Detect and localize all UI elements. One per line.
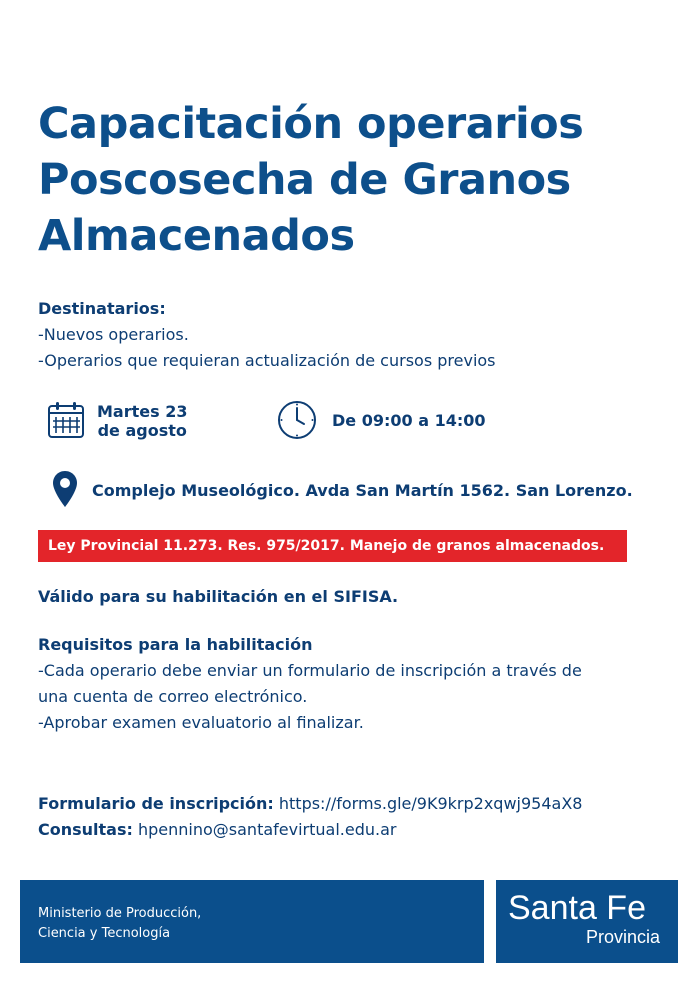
ministry-name (38, 904, 201, 944)
law-banner (38, 530, 627, 562)
inquiries-row (38, 817, 582, 843)
ministry-line-1: Ministerio de Producción, (38, 906, 202, 921)
clock-icon (277, 400, 317, 440)
footer-ministry-panel (20, 880, 484, 963)
recipients-heading: Destinatarios: (38, 299, 166, 318)
event-location: Complejo Museológico. Avda San Martín 1562. San Lorenzo. (92, 481, 633, 500)
calendar-icon (47, 401, 85, 439)
requirements-item-continued: una cuenta de correo electrónico. (38, 687, 308, 706)
page-title (38, 96, 678, 264)
form-label: Formulario de inscripción: (38, 794, 274, 813)
form-row (38, 791, 582, 817)
title-line-2: Poscosecha de Granos (38, 155, 571, 205)
requirements-item: -Aprobar examen evaluatorio al finalizar. (38, 713, 364, 732)
requirements-section (38, 632, 582, 736)
event-time: De 09:00 a 14:00 (332, 411, 486, 430)
inquiries-label: Consultas: (38, 820, 133, 839)
logo-sub-text: Provincia (585, 927, 660, 947)
recipients-item: -Nuevos operarios. (38, 325, 189, 344)
email-link[interactable]: hpennino@santafevirtual.edu.ar (137, 820, 397, 839)
requirements-item: -Cada operario debe enviar un formulario de inscripción a través de (38, 661, 582, 680)
logo-main-text: Santa Fe (508, 889, 646, 927)
event-date (97, 402, 187, 440)
event-date-line-2: de agosto (97, 421, 187, 440)
recipients-section (38, 296, 496, 374)
contact-section (38, 791, 582, 843)
event-date-line-1: Martes 23 (97, 402, 188, 421)
title-line-1: Capacitación operarios (38, 99, 584, 149)
ministry-line-2: Ciencia y Tecnología (38, 926, 171, 941)
requirements-heading: Requisitos para la habilitación (38, 635, 313, 654)
santa-fe-logo (496, 880, 678, 963)
form-link[interactable]: https://forms.gle/9K9krp2xqwj954aX8 (278, 794, 583, 813)
location-pin-icon (52, 470, 78, 508)
valid-note: Válido para su habilitación en el SIFISA. (38, 587, 399, 606)
title-line-3: Almacenados (38, 211, 355, 261)
recipients-item: -Operarios que requieran actualización de cursos previos (38, 351, 496, 370)
law-banner-text: Ley Provincial 11.273. Res. 975/2017. Manejo de granos almacenados. (48, 538, 605, 554)
